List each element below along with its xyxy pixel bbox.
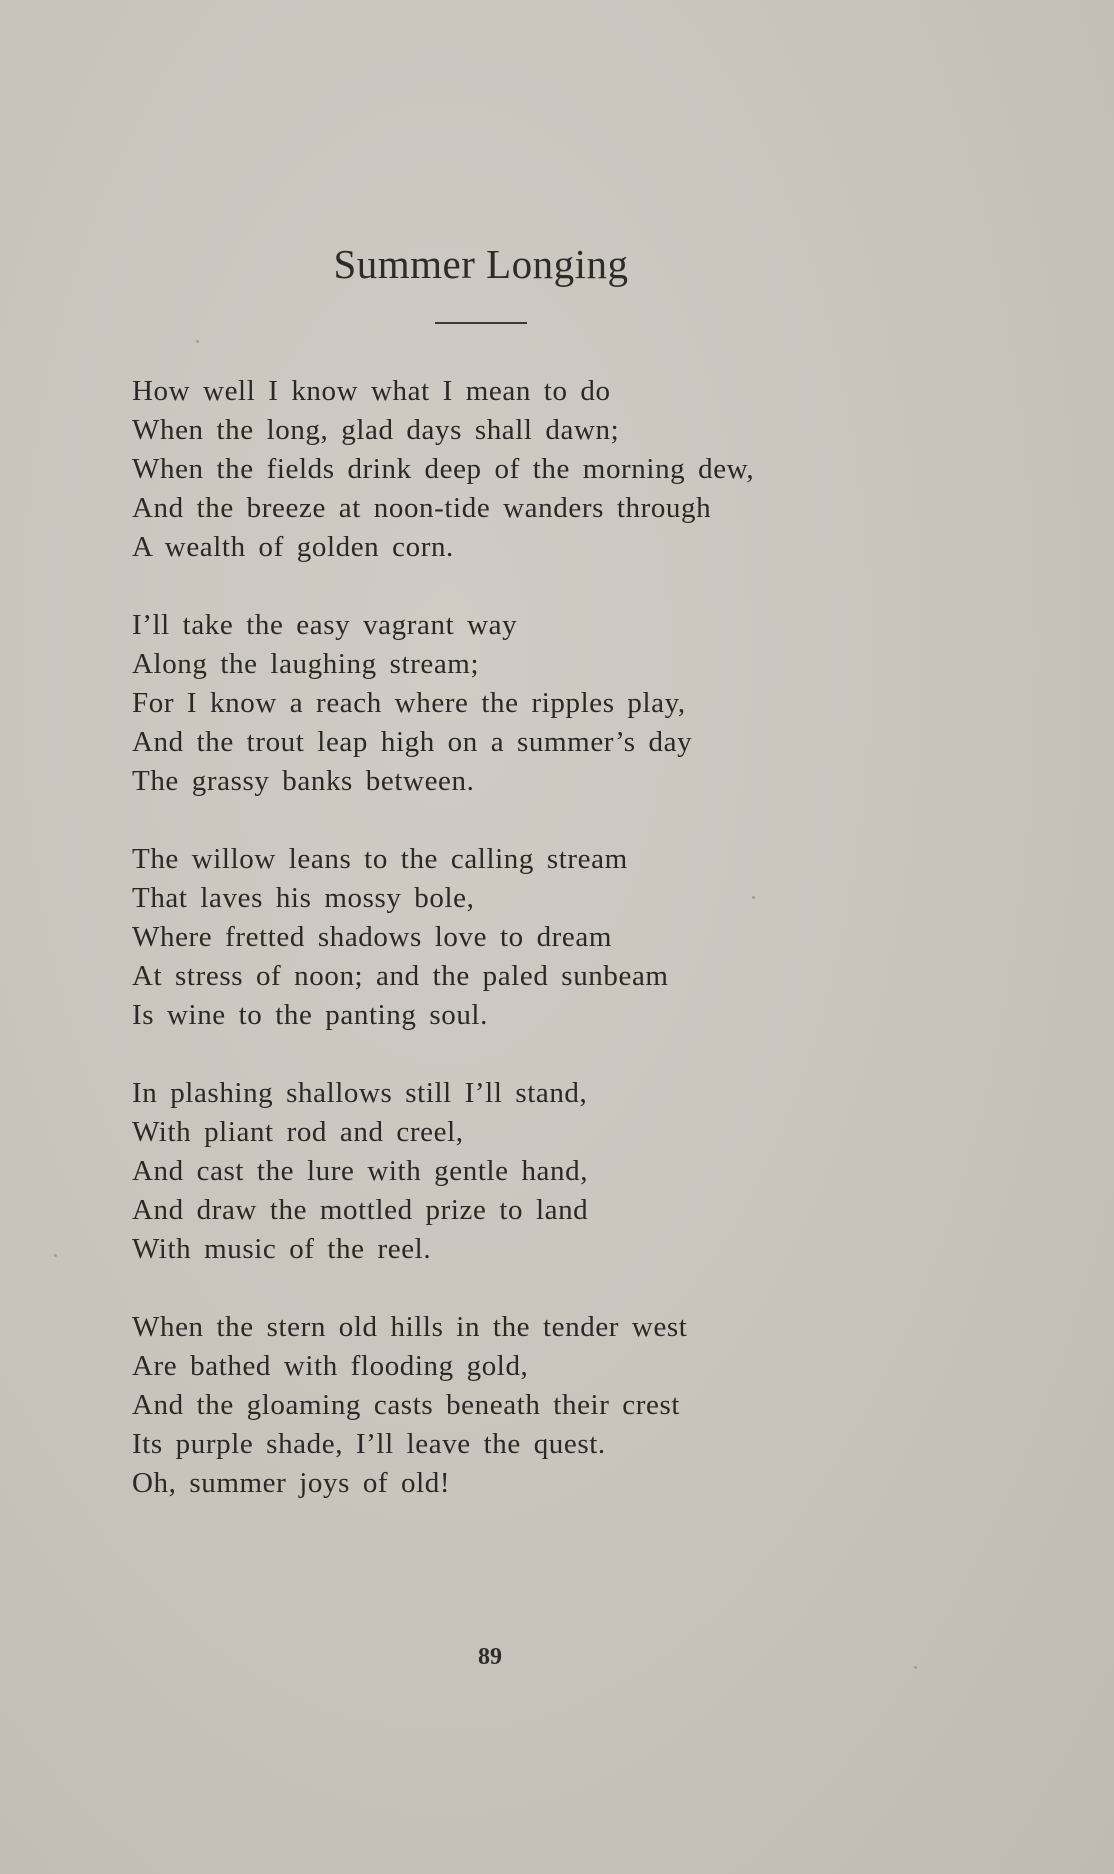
poem-line: And the trout leap high on a summer’s day [132, 726, 693, 758]
poem-line: When the fields drink deep of the morning dew, [132, 453, 755, 485]
poem-line: In plashing shallows still I’ll stand, [132, 1077, 588, 1109]
poem-body [132, 372, 1032, 1542]
paper-speck [196, 340, 199, 343]
poem-line: With pliant rod and creel, [132, 1116, 464, 1148]
stanza-3 [132, 840, 1032, 1035]
poem-line: A wealth of golden corn. [132, 531, 454, 563]
poem-line: Is wine to the panting soul. [132, 999, 488, 1031]
poem-line: Its purple shade, I’ll leave the quest. [132, 1428, 606, 1460]
poem-line: And the breeze at noon-tide wanders through [132, 492, 712, 524]
poem-line: The grassy banks between. [132, 765, 475, 797]
paper-speck [54, 1254, 57, 1257]
poem-line: When the stern old hills in the tender west [132, 1311, 688, 1343]
poem-line: Oh, summer joys of old! [132, 1467, 451, 1499]
stanza-4 [132, 1074, 1032, 1269]
stanza-5 [132, 1308, 1032, 1503]
poem-line: Are bathed with flooding gold, [132, 1350, 529, 1382]
poem-line: For I know a reach where the ripples play, [132, 687, 686, 719]
stanza-1 [132, 372, 1032, 567]
poem-line: That laves his mossy bole, [132, 882, 475, 914]
page-number: 89 [478, 1644, 502, 1670]
poem-line: At stress of noon; and the paled sunbeam [132, 960, 669, 992]
poem-line: With music of the reel. [132, 1233, 432, 1265]
poem-line: The willow leans to the calling stream [132, 843, 628, 875]
paper-speck [914, 1666, 917, 1669]
poem-title: Summer Longing [333, 241, 629, 287]
poem-line: How well I know what I mean to do [132, 375, 611, 407]
poem-line: And the gloaming casts beneath their crest [132, 1389, 681, 1421]
poem-line: When the long, glad days shall dawn; [132, 414, 620, 446]
poem-line: And draw the mottled prize to land [132, 1194, 589, 1226]
poem-line: I’ll take the easy vagrant way [132, 609, 518, 641]
stanza-2 [132, 606, 1032, 801]
poem-line: Along the laughing stream; [132, 648, 480, 680]
poem-line: Where fretted shadows love to dream [132, 921, 613, 953]
poem-line: And cast the lure with gentle hand, [132, 1155, 589, 1187]
title-divider [435, 322, 527, 324]
paper-speck [752, 896, 755, 899]
